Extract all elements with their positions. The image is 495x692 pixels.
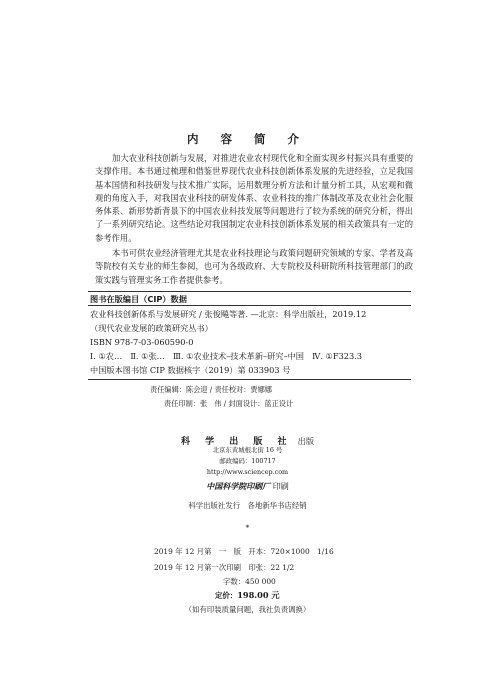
edition-info: 2019 年 12 月第 一 版 开本：720×1000 1/16 [154,547,334,556]
publisher-logo: 科 学 出 版 社 [180,437,293,447]
price-label: 定价： [215,591,238,600]
quality-notice: （如有印装质量问题，我社负责调换） [184,605,311,614]
distribution: 科学出版社发行 各地新华书店经销 [188,501,307,510]
printer-logo: 中国科学院印刷厂 [206,481,271,491]
price [215,589,280,602]
summary-paragraph-2: 本书可供农业经济管理尤其是农业科技理论与政策问题研究领域的专家、学者及高等院校有关专业的师生参阅，也可为各级政府、大专院校及科研院所科技管理部门的政策实践与管理实务工作者提供参考。 [95,248,413,285]
print-info: 2019 年 12 月第一次印刷 印张：22 1/2 [154,563,295,572]
divider-bottom [88,379,411,380]
cip-classification: Ⅰ. ①农… Ⅱ. ①张… Ⅲ. ①农业技术–技术革新–研究–中国 Ⅳ. ①F323.3 [90,351,363,361]
credits-editors: 责任编辑：陈会迎 / 责任校对：贾娜娜 [150,385,272,394]
publish-word: 出版 [297,436,315,446]
divider-top [88,291,411,292]
summary-paragraph-1: 加大农业科技创新与发展，对推进农业农村现代化和全面实现乡村振兴具有重要的支撑作用。本书通过梳理和借鉴世界现代农业科技创新体系发展的先进经验，立足我国基本国情和科技研发与技术推广实际，运用数理分析方法和计量分析工具，从宏观和微观的角度入手，对我国农业科技的研发体系、农业科技的推广体制改革及农业社会化服务体系、新形势新背景下的中国农业科技发展等问题进行了较为系统的研究分析，得出了一系列研究结论。这些结论对我国制定农业科技创新体系发展的相关政策具有一定的参考作用。 [95,153,413,243]
separator-star: * [245,523,250,532]
cip-isbn: ISBN 978-7-03-060590-0 [90,337,194,347]
publisher-postcode: 邮政编码：100717 [219,457,276,465]
cip-citation: 农业科技创新体系与发展研究 / 张俊飚等著. —北京：科学出版社，2019.12 [90,309,367,319]
print-word: 印刷 [272,482,289,491]
word-count: 字数：450 000 [223,577,276,586]
printer-line [0,481,495,492]
credits-production: 责任印制：张 伟 / 封面设计：蓝正设计 [164,399,294,408]
price-value: 198.00 元 [237,590,280,600]
summary-title: 内 容 简 介 [186,132,308,146]
publisher-website: http://www.sciencep.com [206,468,289,476]
cip-heading: 图书在版编目（CIP）数据 [90,294,187,304]
publisher-address: 北京东黄城根北街 16 号 [212,446,283,454]
cip-record-number: 中国版本图书馆 CIP 数据核字（2019）第 033903 号 [90,365,291,375]
cip-series: （现代农业发展的政策研究丛书） [90,323,213,333]
divider-cip [88,305,411,306]
